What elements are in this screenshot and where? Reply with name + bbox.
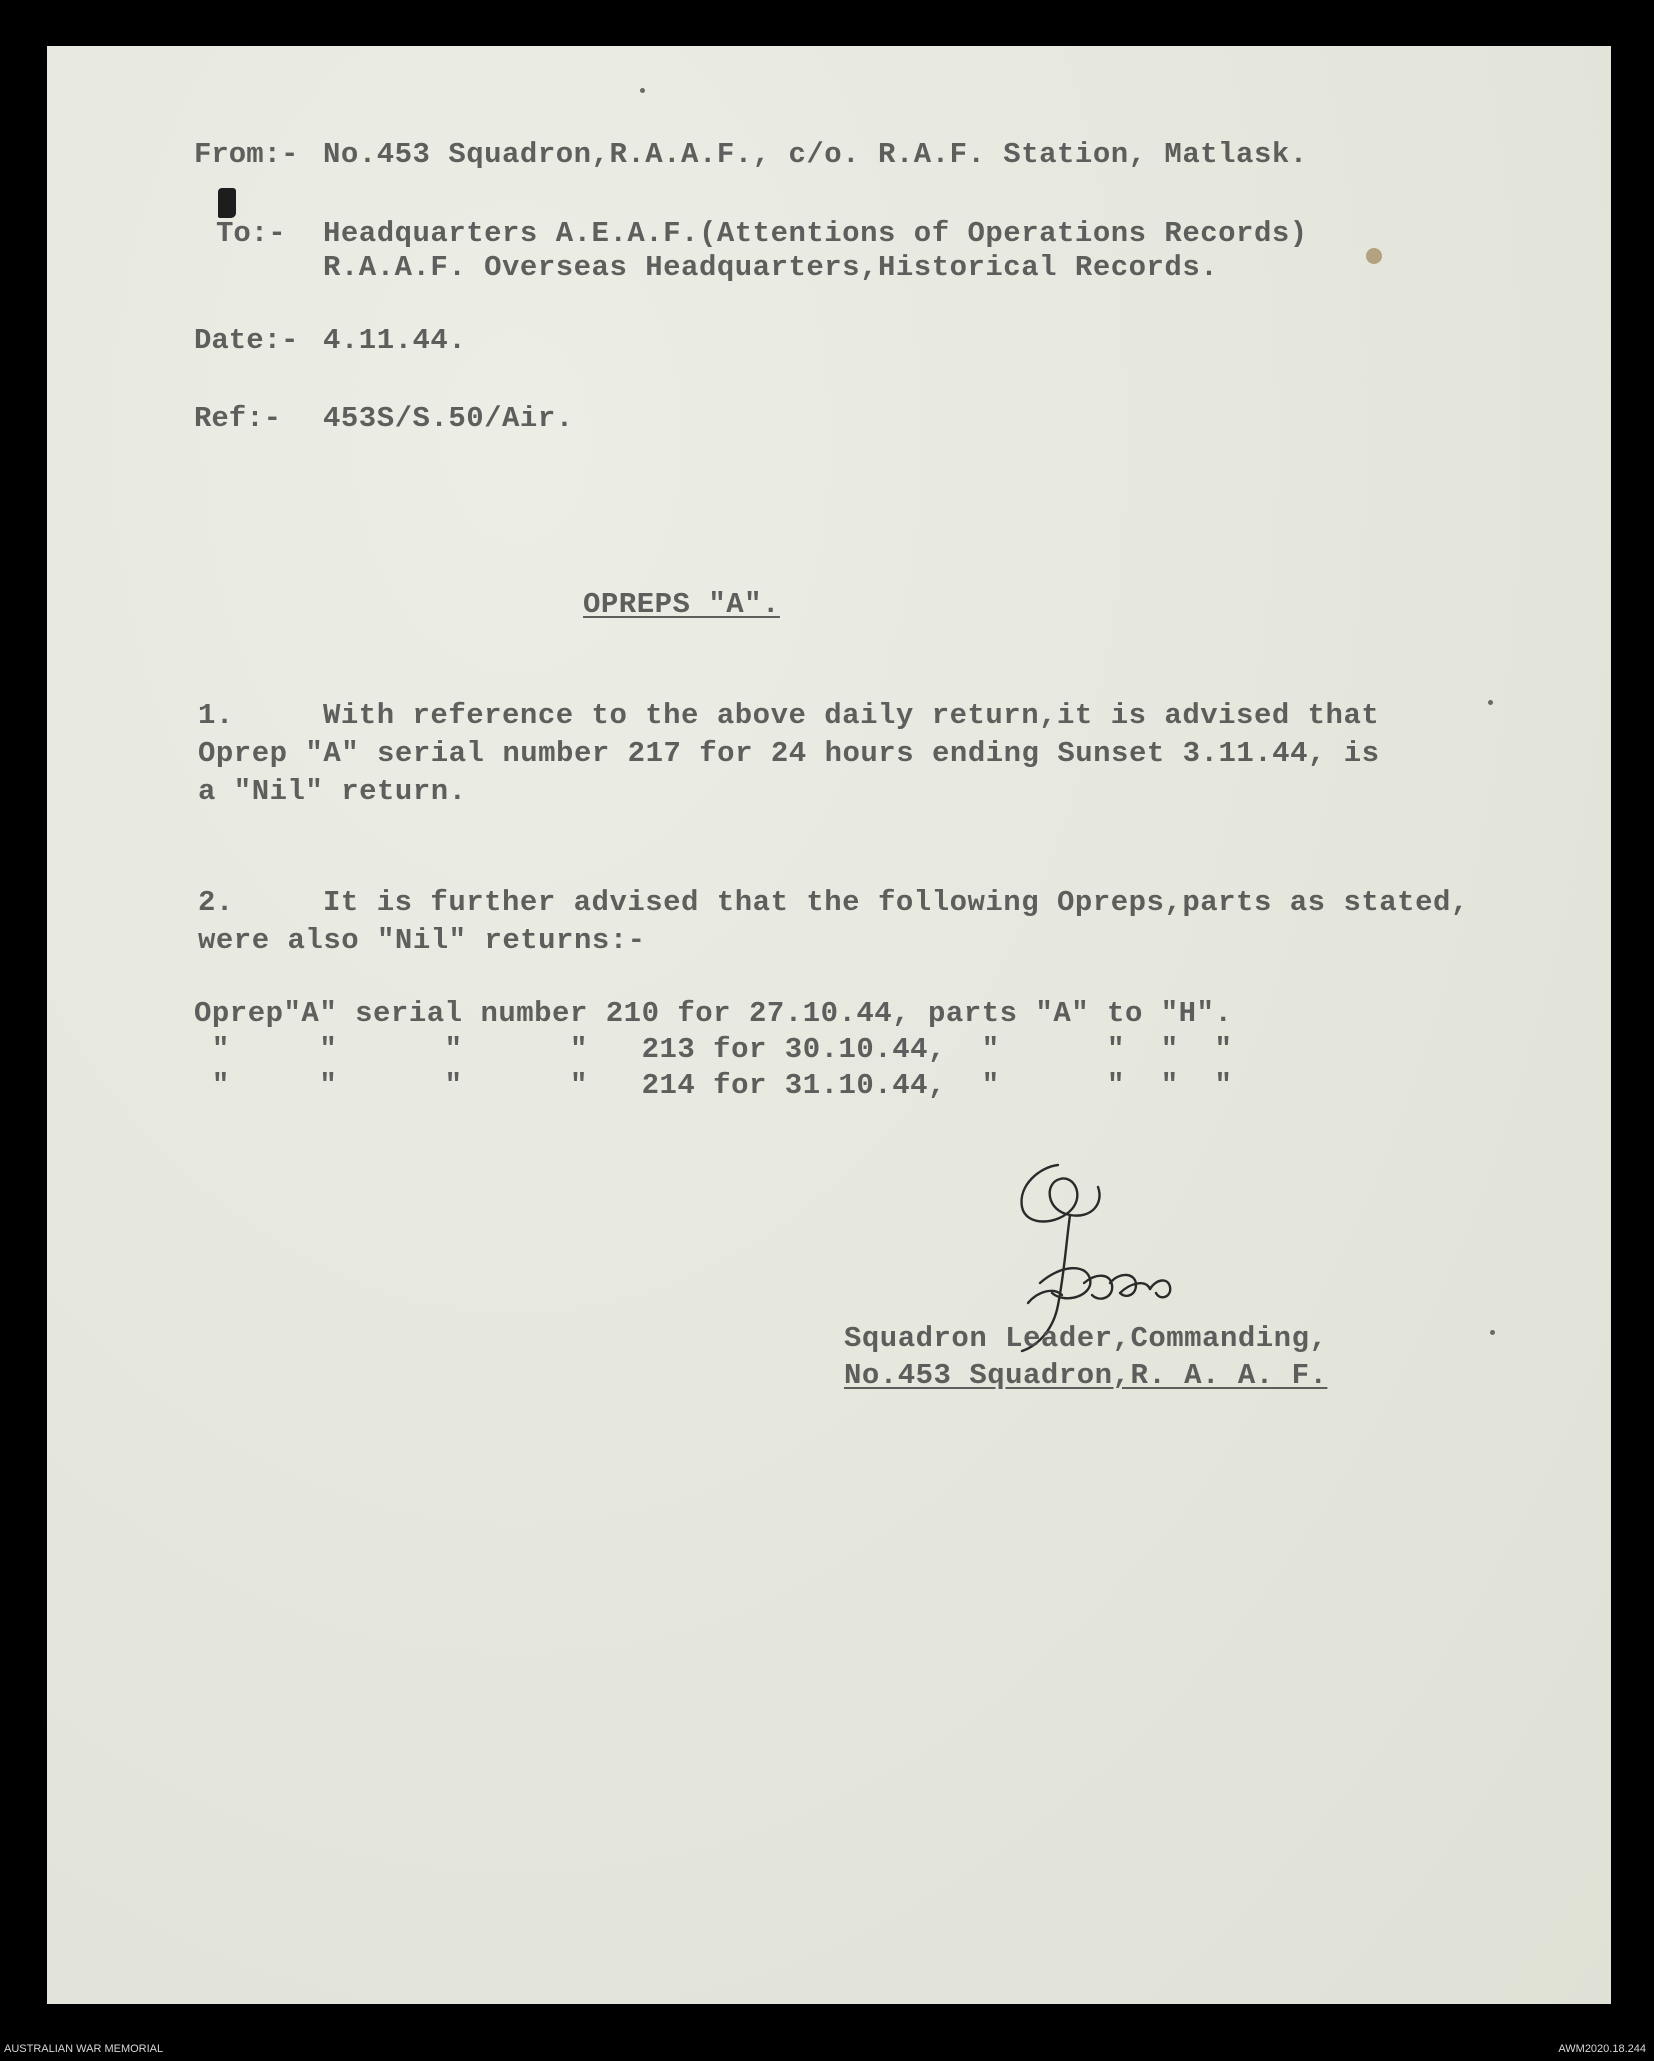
signature-line-1: Squadron Leader,Commanding, [844,1322,1328,1355]
document-title: OPREPS "A". [583,588,780,621]
paper-speck [1488,700,1493,705]
institution-label: AUSTRALIAN WAR MEMORIAL [4,2043,164,2055]
para-1-line-3: a "Nil" return. [198,775,467,808]
para-1-line-1: With reference to the above daily return,it is advised that [323,699,1380,732]
paper-stain [1366,248,1382,264]
signature-line-2: No.453 Squadron,R. A. A. F. [844,1359,1328,1392]
oprep-list-item: Oprep"A" serial number 210 for 27.10.44, parts "A" to "H". [194,997,1233,1030]
paper-speck [1490,1330,1495,1335]
para-2-line-1: It is further advised that the following Opreps,parts as stated, [323,886,1469,919]
date-label: Date:- [194,324,299,357]
ink-blot [218,188,236,218]
oprep-list-item: " " " " 213 for 30.10.44, " " " " [194,1033,1233,1066]
paper-speck [640,88,645,93]
para-2-line-2: were also "Nil" returns:- [198,924,646,957]
para-2-number: 2. [198,886,234,919]
para-1-line-2: Oprep "A" serial number 217 for 24 hours ending Sunset 3.11.44, is [198,737,1380,770]
to-line-2: R.A.A.F. Overseas Headquarters,Historical Records. [323,251,1219,284]
date-value: 4.11.44. [323,324,467,357]
to-line-1: Headquarters A.E.A.F.(Attentions of Operations Records) [323,217,1308,250]
accession-number: AWM2020.18.244 [1558,2043,1646,2055]
from-value: No.453 Squadron,R.A.A.F., c/o. R.A.F. Station, Matlask. [323,138,1308,171]
ref-value: 453S/S.50/Air. [323,402,574,435]
oprep-list-item: " " " " 214 for 31.10.44, " " " " [194,1069,1233,1102]
para-1-number: 1. [198,699,234,732]
from-label: From:- [194,138,299,171]
ref-label: Ref:- [194,402,282,435]
to-label: To:- [216,217,286,250]
